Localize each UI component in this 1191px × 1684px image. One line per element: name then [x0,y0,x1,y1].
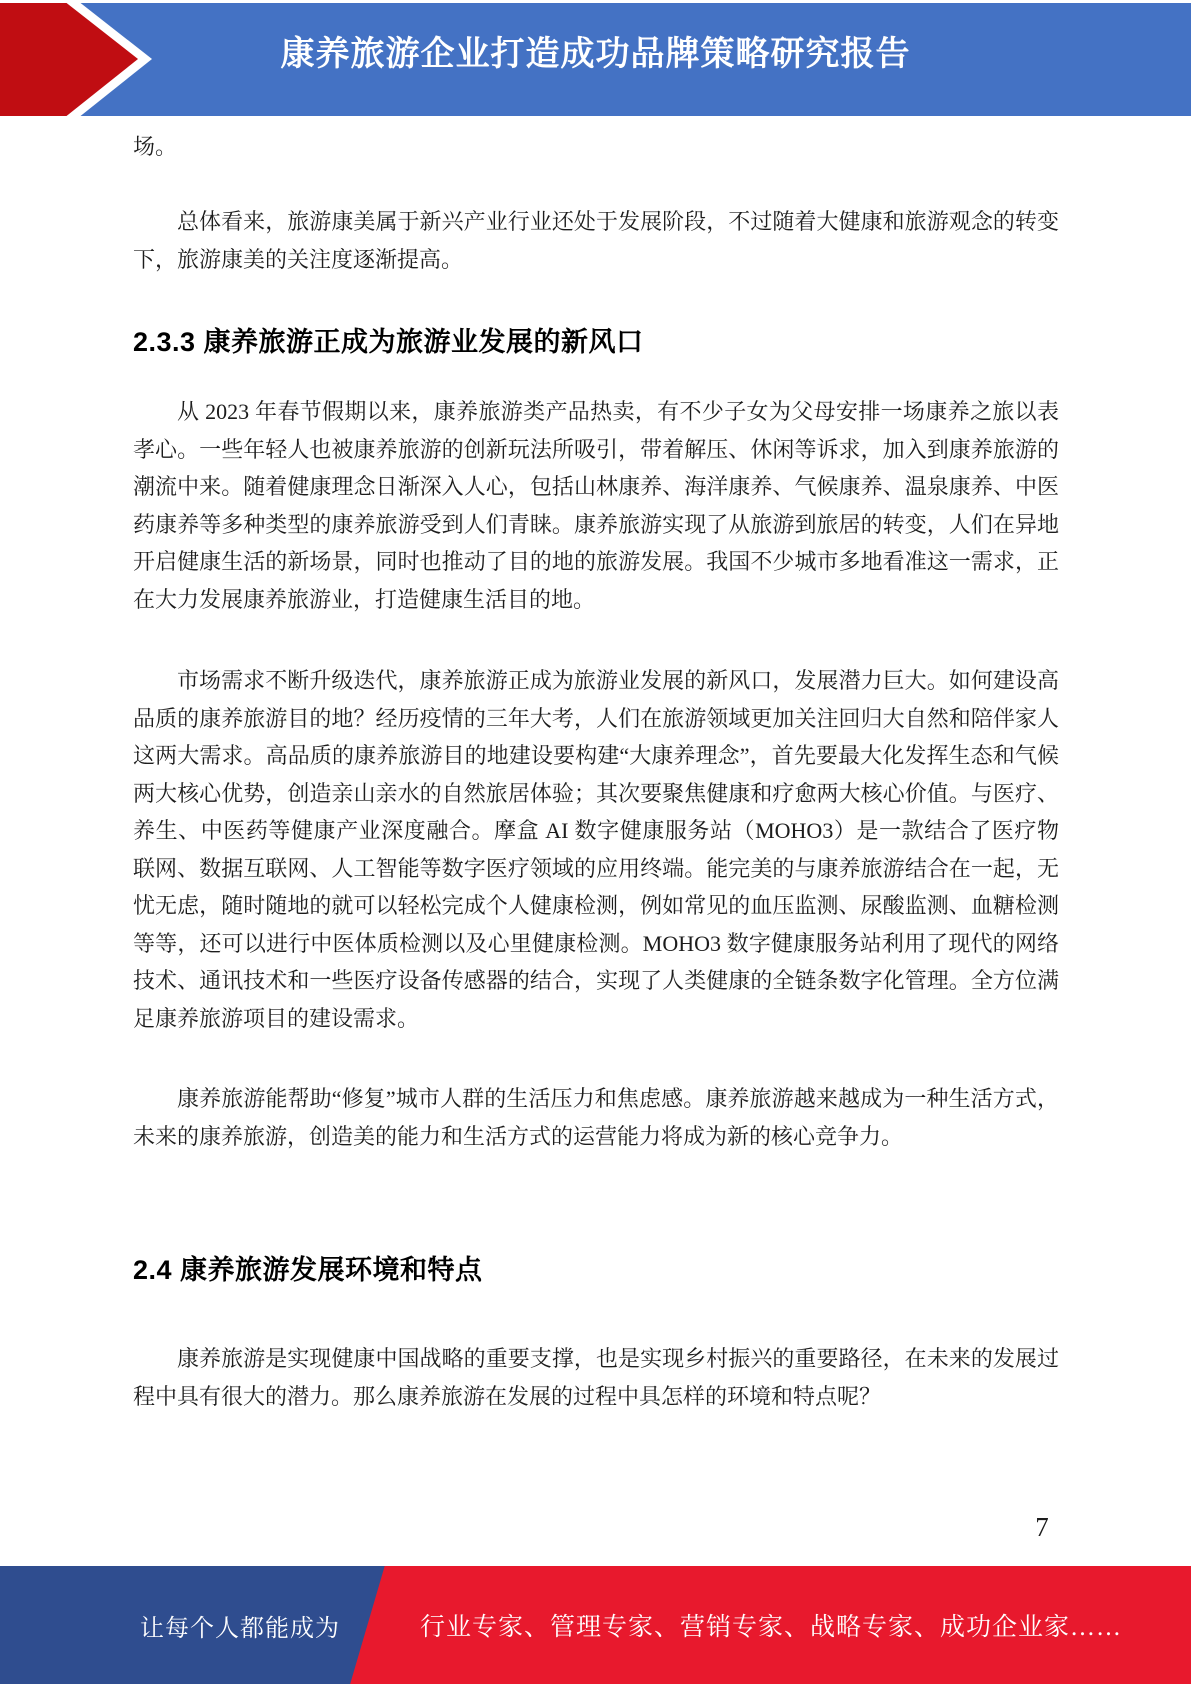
paragraph: 从 2023 年春节假期以来，康养旅游类产品热卖，有不少子女为父母安排一场康养之旅以表孝心。一些年轻人也被康养旅游的创新玩法所吸引，带着解压、休闲等诉求，加入到康养旅游的潮流中来。随着健康理念日渐深入人心，包括山林康养、海洋康养、气候康养、温泉康养、中医药康养等多种类型的康养旅游受到人们青睐。康养旅游实现了从旅游到旅居的转变，人们在异地开启健康生活的新场景，同时也推动了目的地的旅游发展。我国不少城市多地看准这一需求，正在大力发展康养旅游业，打造健康生活目的地。 [133,399,1059,612]
section-heading-2-3-3: 2.3.3 康养旅游正成为旅游业发展的新风口 [133,327,644,357]
paragraph: 康养旅游是实现健康中国战略的重要支撑，也是实现乡村振兴的重要路径，在未来的发展过程中具有很大的潜力。那么康养旅游在发展的过程中具怎样的环境和特点呢？ [133,1346,1059,1409]
report-title: 康养旅游企业打造成功品牌策略研究报告 [280,35,911,73]
paragraph: 康养旅游能帮助“修复”城市人群的生活压力和焦虑感。康养旅游越来越成为一种生活方式，未来的康养旅游，创造美的能力和生活方式的运营能力将成为新的核心竞争力。 [133,1086,1059,1149]
section-heading-2-4: 2.4 康养旅游发展环境和特点 [133,1255,483,1285]
paragraph-continuation: 场。 [133,134,178,159]
footer-bar [0,1566,1191,1684]
footer-tagline: 让每个人都能成为 [140,1615,340,1642]
paragraph: 市场需求不断升级迭代，康养旅游正成为旅游业发展的新风口，发展潜力巨大。如何建设高品质的康养旅游目的地？经历疫情的三年大考，人们在旅游领域更加关注回归大自然和陪伴家人这两大需求。高品质的康养旅游目的地建设要构建“大康养理念”，首先要最大化发挥生态和气候两大核心优势，创造亲山亲水的自然旅居体验；其次要聚焦健康和疗愈两大核心价值。与医疗、养生、中医药等健康产业深度融合。摩盒 AI 数字健康服务站（MOHO3）是一款结合了医疗物联网、数据互联网、人工智能等数字医疗领域的应用终端。能完美的与康养旅游结合在一起，无忧无虑，随时随地的就可以轻松完成个人健康检测，例如常见的血压监测、尿酸监测、血糖检测等等，还可以进行中医体质检测以及心里健康检测。MOHO3 数字健康服务站利用了现代的网络技术、通讯技术和一些医疗设备传感器的结合，实现了人类健康的全链条数字化管理。全方位满足康养旅游项目的建设需求。 [133,668,1059,1031]
footer-experts-text: 行业专家、管理专家、营销专家、战略专家、成功企业家…… [420,1614,1123,1641]
header-banner [0,3,1191,116]
paragraph: 总体看来，旅游康美属于新兴产业行业还处于发展阶段，不过随着大健康和旅游观念的转变下，旅游康美的关注度逐渐提高。 [133,209,1059,272]
page-number: 7 [1035,1512,1049,1542]
